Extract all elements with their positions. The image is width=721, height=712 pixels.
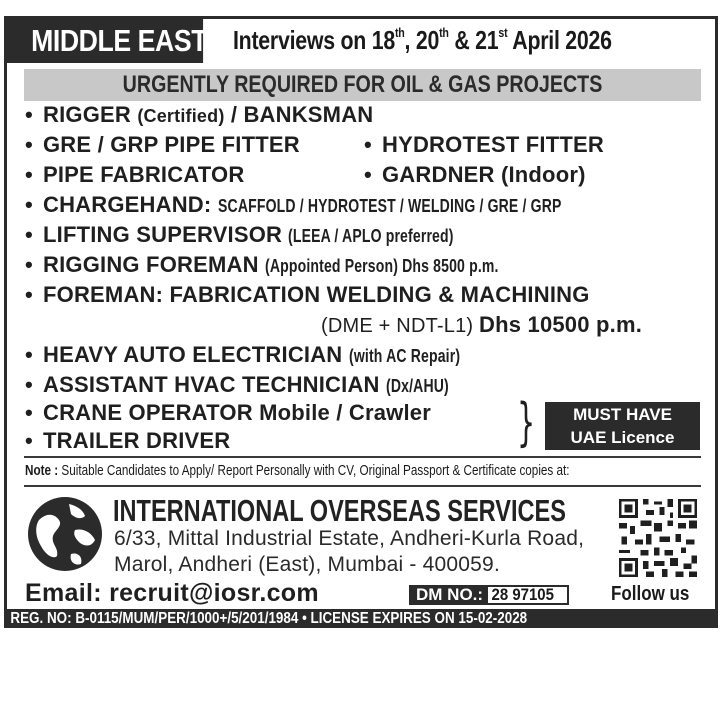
registration-footer: REG. NO: B-0115/MUM/PER/1000+/5/201/1984 • LICENSE EXPIRES ON 15-02-2028: [7, 609, 715, 628]
follow-us-label: Follow us: [611, 583, 690, 605]
dm-number-box: DM NO.: 28 97105: [409, 585, 569, 605]
job-rigger: • RIGGER (Certified) / BANKSMAN: [25, 102, 374, 127]
job-advertisement: [4, 16, 718, 628]
urgent-banner: URGENTLY REQUIRED FOR OIL & GAS PROJECTS: [24, 69, 701, 101]
job-trailer-driver: • TRAILER DRIVER: [25, 428, 231, 453]
job-hydrotest-fitter: • HYDROTEST FITTER: [364, 132, 604, 157]
job-hvac-technician: • ASSISTANT HVAC TECHNICIAN (Dx/AHU): [25, 372, 449, 397]
interview-dates: Interviews on 18th, 20th & 21st April 2026: [233, 25, 612, 55]
globe-logo-icon: [25, 494, 105, 574]
job-gardner: • GARDNER (Indoor): [364, 162, 586, 187]
job-gre-fitter: • GRE / GRP PIPE FITTER: [25, 132, 300, 157]
licence-requirement-box: MUST HAVE UAE Licence: [545, 402, 700, 450]
address-line-2: Marol, Andheri (East), Mumbai - 400059.: [114, 553, 500, 576]
job-lifting-supervisor: • LIFTING SUPERVISOR (LEEA / APLO preferred): [25, 222, 455, 247]
contact-email[interactable]: Email: recruit@iosr.com: [25, 579, 319, 607]
qr-code-icon[interactable]: [619, 499, 697, 577]
region-label: MIDDLE EAST: [7, 19, 203, 63]
application-note: Note : Suitable Candidates to Apply/ Report Personally with CV, Original Passport & Certificate copies at:: [25, 462, 570, 479]
job-foreman-fabrication: • FOREMAN: FABRICATION WELDING & MACHINING: [25, 282, 590, 307]
company-name: INTERNATIONAL OVERSEAS SERVICES: [113, 493, 566, 528]
divider: [24, 456, 701, 458]
job-rigging-foreman: • RIGGING FOREMAN (Appointed Person) Dhs 8500 p.m.: [25, 252, 499, 277]
address-line-1: 6/33, Mittal Industrial Estate, Andheri-Kurla Road,: [114, 527, 585, 550]
job-pipe-fabricator: • PIPE FABRICATOR: [25, 162, 245, 187]
brace-icon: }: [517, 393, 536, 453]
job-chargehand: • CHARGEHAND: SCAFFOLD / HYDROTEST / WELDING / GRE / GRP: [25, 192, 562, 217]
job-auto-electrician: • HEAVY AUTO ELECTRICIAN (with AC Repair): [25, 342, 460, 367]
divider: [24, 485, 701, 487]
job-crane-operator: • CRANE OPERATOR Mobile / Crawler: [25, 400, 431, 425]
header: [7, 19, 715, 63]
job-foreman-details: (DME + NDT-L1) Dhs 10500 p.m.: [321, 312, 643, 337]
